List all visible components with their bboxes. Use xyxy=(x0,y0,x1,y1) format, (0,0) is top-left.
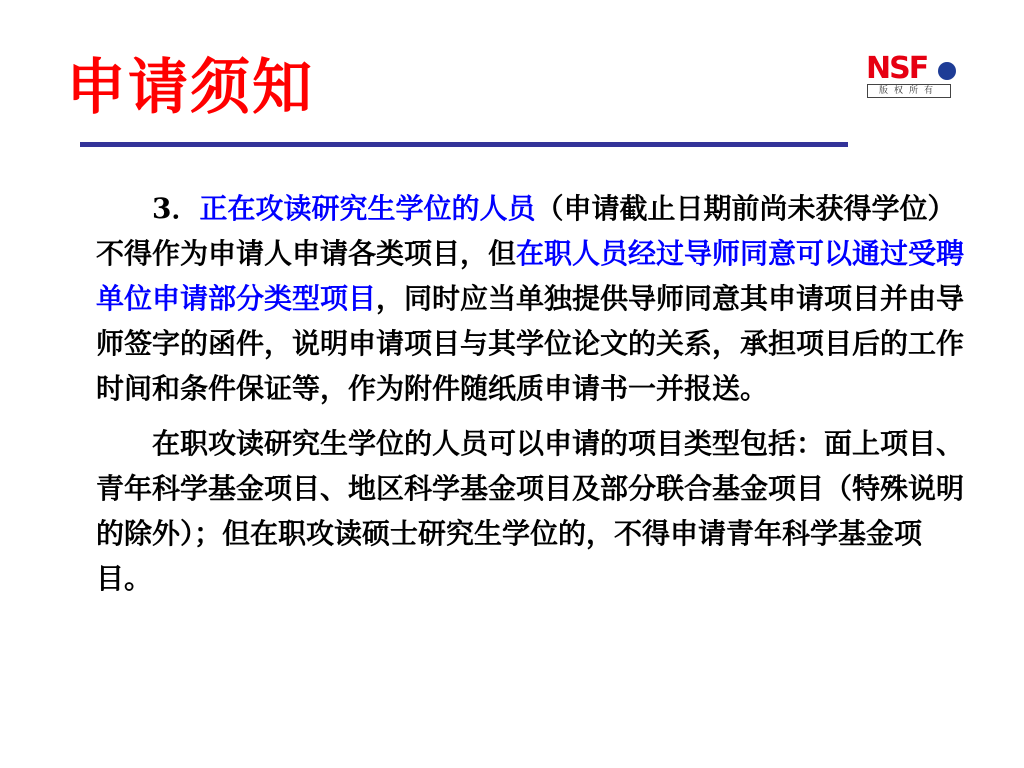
item-number: 3． xyxy=(152,192,200,225)
paragraph-item-3 xyxy=(96,186,966,411)
logo-mark: NSF xyxy=(866,51,928,86)
paragraph-text: ，同时应当单独提供导师同意其申请项目并由导师签字的函件，说明申请项目与其学位论文的关系，承担项目后的工作时间和条件保证等，作为附件随纸质申请书一并报送。 xyxy=(96,282,965,405)
nsfc-logo xyxy=(866,53,962,99)
logo-dot-icon xyxy=(938,62,956,80)
paragraph-project-types: 在职攻读研究生学位的人员可以申请的项目类型包括：面上项目、青年科学基金项目、地区科学基金项目及部分联合基金项目（特殊说明的除外）；但在职攻读硕士研究生学位的，不得申请青年科学基金项目。 xyxy=(96,427,965,595)
paragraph-text: （申请截止日期前尚未获得学位）不得作为申请人申请各类项目，但 xyxy=(96,192,956,270)
body-text xyxy=(96,186,966,601)
highlight-phd-students: 正在攻读研究生学位的人员 xyxy=(199,192,536,225)
highlight-in-service-staff: 在职人员经过导师同意可以通过受聘单位申请部分类型项目 xyxy=(96,237,965,315)
logo-copyright-text: 版权所有 xyxy=(867,84,951,98)
page-title: 申请须知 xyxy=(66,53,314,123)
title-underline xyxy=(80,142,848,147)
